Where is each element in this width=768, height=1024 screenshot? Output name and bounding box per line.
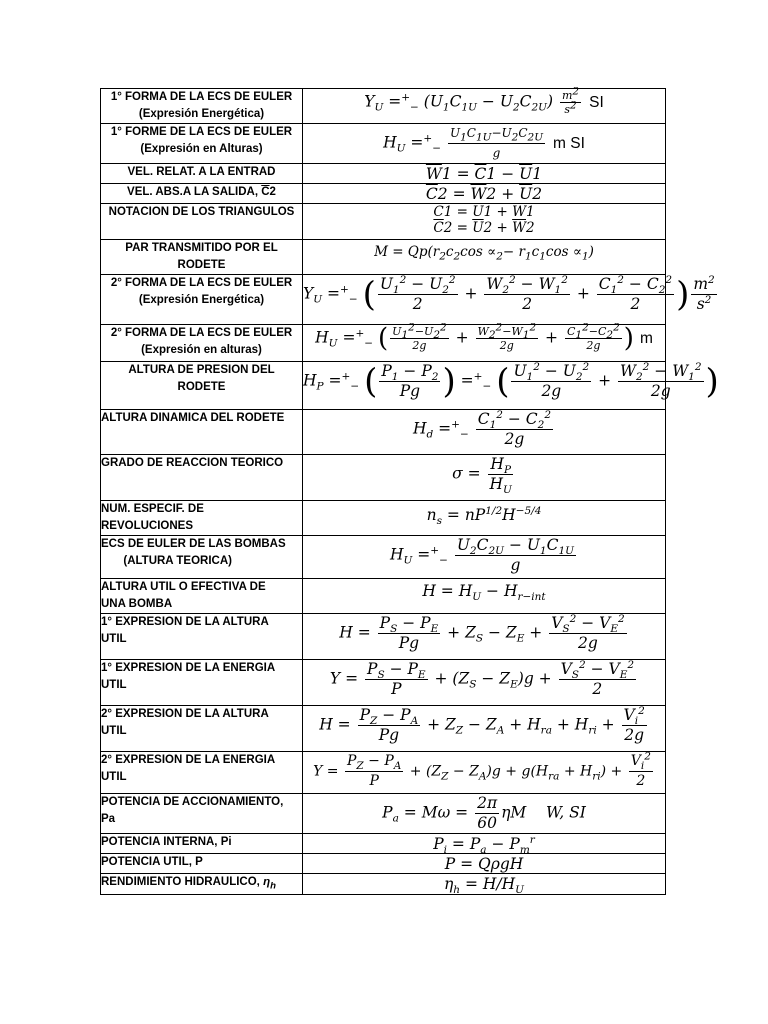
row-label: 2° EXPRESION DE LA ALTURA UTIL — [101, 706, 303, 752]
row-formula: $H_d =^+_-$ $\frac{C_1^2 - C_2^2}{2g}$ — [303, 410, 666, 455]
row-label: 1° FORME DE LA ECS DE EULER (Expresión en Alturas) — [101, 124, 303, 164]
table-row — [101, 874, 666, 895]
row-formula: $H = H_U - H_{r-int}$ — [303, 579, 666, 614]
table-row — [101, 240, 666, 275]
row-label: ECS DE EULER DE LAS BOMBAS (ALTURA TEORICA) — [101, 536, 303, 579]
table-row — [101, 164, 666, 184]
row-formula: σ = $\frac{H_P}{H_U}$ — [303, 455, 666, 501]
table-row — [101, 410, 666, 455]
table-row — [101, 325, 666, 362]
row-formula: C2 = W2 + U2 — [303, 184, 666, 204]
formula-table — [100, 85, 719, 897]
row-formula: $P_a = M\omega$ = $\frac{2\pi}{60}$ ηM W, SI — [303, 794, 666, 834]
table-row — [101, 834, 666, 854]
row-label: VEL. ABS.A LA SALIDA, C2 — [101, 184, 303, 204]
table-row — [101, 794, 666, 834]
table-row — [101, 752, 666, 794]
row-label: ALTURA UTIL O EFECTIVA DE UNA BOMBA — [101, 579, 303, 614]
table-row — [101, 362, 666, 410]
row-label: POTENCIA DE ACCIONAMIENTO, Pa — [101, 794, 303, 834]
row-formula: Y = $\frac{P_S - P_E}{P}$ + $(Z_S - Z_E)g$ + $\frac{V_S^2 - V_E^2}{2}$ — [303, 660, 666, 706]
table-row — [101, 455, 666, 501]
row-formula: Y = $\frac{P_Z - P_A}{P}$ + $(Z_Z - Z_A)g + g(H_{ra} + H_{ri})$ + $\frac{V_i^2}{2}$ — [303, 752, 666, 794]
row-label: PAR TRANSMITIDO POR EL RODETE — [101, 240, 303, 275]
row-label: 1° EXPRESION DE LA ENERGIA UTIL — [101, 660, 303, 706]
row-label: 2° EXPRESION DE LA ENERGIA UTIL — [101, 752, 303, 794]
row-label: VEL. RELAT. A LA ENTRAD — [101, 164, 303, 184]
table-row — [101, 854, 666, 874]
table-row — [101, 204, 666, 240]
row-label: 1° FORMA DE LA ECS DE EULER (Expresión Energética) — [101, 89, 303, 124]
row-label: 2° FORMA DE LA ECS DE EULER (Expresión en alturas) — [101, 325, 303, 362]
table-row — [101, 660, 666, 706]
row-formula: H = $\frac{P_Z - P_A}{Pg}$ + $Z_Z - Z_A + H_{ra} + H_{ri}$ + $\frac{V_i^2}{2g}$ — [303, 706, 666, 752]
table-row — [101, 124, 666, 164]
row-label: NUM. ESPECIF. DE REVOLUCIONES — [101, 501, 303, 536]
row-label: 2° FORMA DE LA ECS DE EULER (Expresión Energética) — [101, 275, 303, 325]
row-label: GRADO DE REACCION TEORICO — [101, 455, 303, 501]
row-formula: $H_U =^+_-$ ( $\frac{U_1^2-U_2^2}{2g}$ + $\frac{W_2^2-W_1^2}{2g}$ + $\frac{C_1^2-C_2^2}{2g}$ ) m — [303, 325, 666, 362]
row-formula: $Y_U =^+_-$ $(U_1C_{1U} - U_2C_{2U})$ $\frac{m^2}{s^2}$ SI — [303, 89, 666, 124]
table-row — [101, 184, 666, 204]
row-label: NOTACION DE LOS TRIANGULOS — [101, 204, 303, 240]
row-formula: $\eta_h = H/H_U$ — [303, 874, 666, 895]
table-row — [101, 501, 666, 536]
row-label: RENDIMIENTO HIDRAULICO, $\eta_h$ — [101, 874, 303, 895]
row-formula: $H_U =^+_-$ $\frac{U_1C_{1U}-U_2C_{2U}}{g}$ m SI — [303, 124, 666, 164]
row-formula: $H_U =^+_-$ $\frac{U_2C_{2U} - U_1C_{1U}}{g}$ — [303, 536, 666, 579]
row-formula: $P_i = P_a - P_m^r$ — [303, 834, 666, 854]
row-formula: $M = Qp(r_2c_2\cos \propto_2- r_1c_1\cos \propto_1)$ — [303, 240, 666, 275]
table-row — [101, 536, 666, 579]
table-row — [101, 579, 666, 614]
table-row — [101, 614, 666, 660]
row-label: POTENCIA INTERNA, Pi — [101, 834, 303, 854]
row-formula: P = QρgH — [303, 854, 666, 874]
row-label: POTENCIA UTIL, P — [101, 854, 303, 874]
table-row — [101, 275, 666, 325]
table-row — [101, 706, 666, 752]
row-label: ALTURA DINAMICA DEL RODETE — [101, 410, 303, 455]
row-formula: $Y_U =^+_-$ ( $\frac{U_1^2 - U_2^2}{2}$ + $\frac{W_2^2 - W_1^2}{2}$ + $\frac{C_1^2 - C_2^2}{2}$ ) $\frac{m^2}{s^2}$ — [303, 275, 666, 325]
row-formula: W1 = C1 − U1 — [303, 164, 666, 184]
row-label: 1° EXPRESION DE LA ALTURA UTIL — [101, 614, 303, 660]
row-formula: $n_s = nP^{1/2}H^{-5/4}$ — [303, 501, 666, 536]
row-formula: $H_P =^+_-$ ( $\frac{P_1 - P_2}{Pg}$ ) $=^+_-$ ( $\frac{U_1^2 - U_2^2}{2g}$ + $\frac{W_2^2 - W_1^2}{2g}$ ) — [303, 362, 666, 410]
table-row — [101, 89, 666, 124]
row-formula: C1 = U1 + W1 C2 = U2 + W2 — [303, 204, 666, 240]
row-label: ALTURA DE PRESION DEL RODETE — [101, 362, 303, 410]
row-formula: H = $\frac{P_S - P_E}{Pg}$ + $Z_S - Z_E$ + $\frac{V_S^2 - V_E^2}{2g}$ — [303, 614, 666, 660]
